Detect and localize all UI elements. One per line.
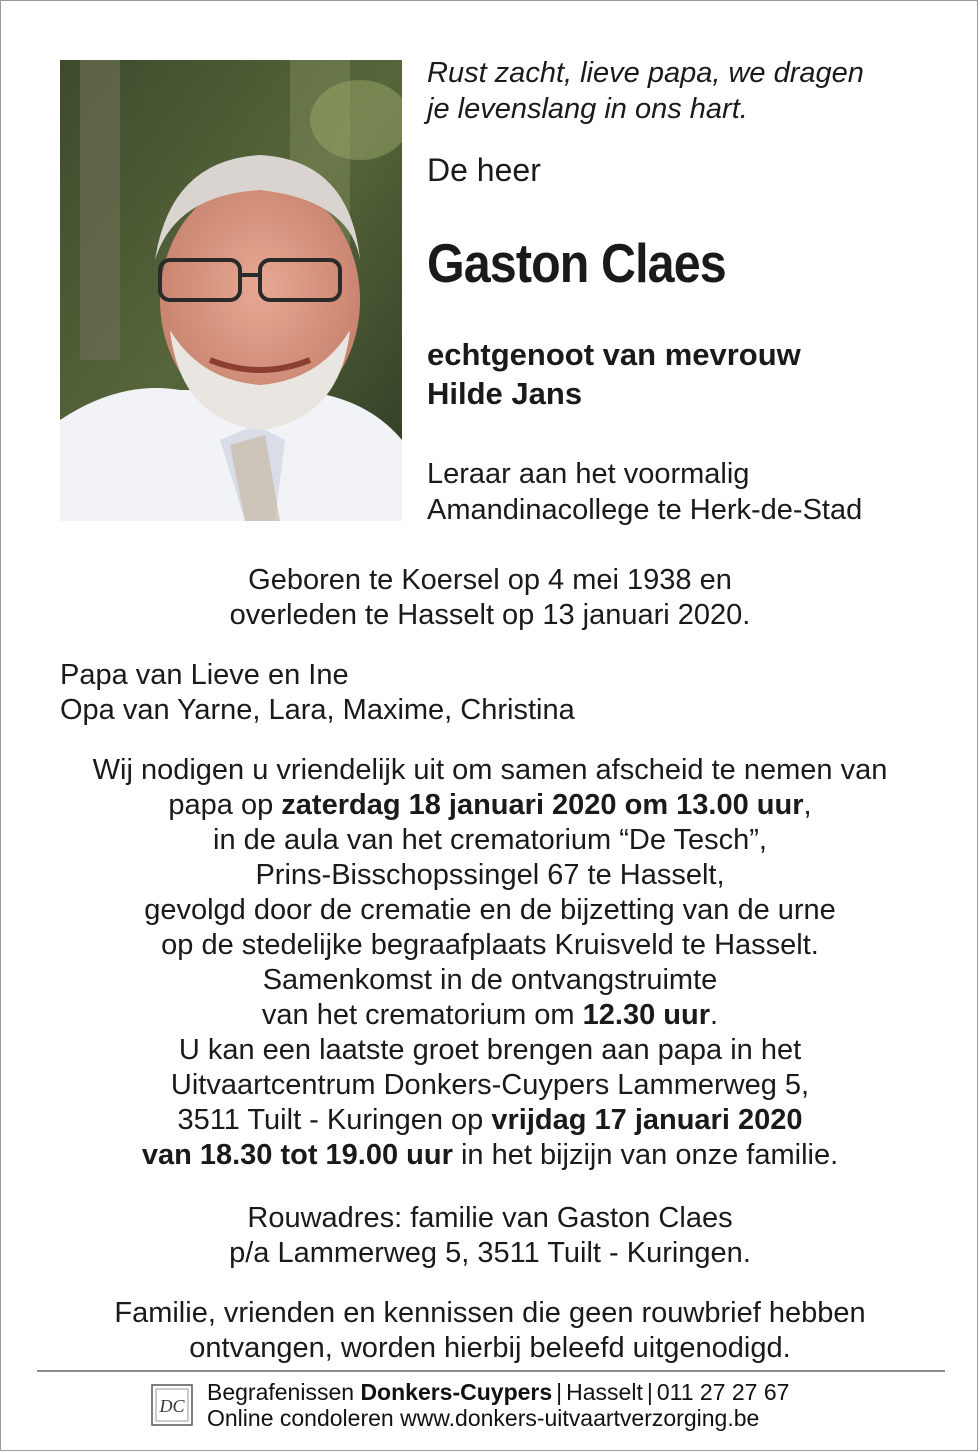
ceremony-invitation <box>1 753 979 1173</box>
header-text <box>427 55 947 528</box>
birth-line: Geboren te Koersel op 4 mei 1938 en <box>248 564 732 596</box>
invitation-line: op de stedelijke begraafplaats Kruisveld te Hasselt. <box>161 929 819 961</box>
address-line: Rouwadres: familie van Gaston Claes <box>247 1202 733 1234</box>
separator: | <box>646 1379 653 1405</box>
company-city: Hasselt <box>566 1379 643 1405</box>
occupation-line: Leraar aan het voormalig <box>427 458 750 490</box>
quote-line: Rust zacht, lieve papa, we dragen <box>427 57 864 89</box>
invitation-line <box>1 788 979 823</box>
invitation-text: in het bijzijn van onze familie. <box>452 1139 839 1171</box>
footer-text <box>207 1379 789 1431</box>
invitation-line: Prins-Bisschopssingel 67 te Hasselt, <box>255 859 725 891</box>
visitation-date: vrijdag 17 januari 2020 <box>491 1104 803 1136</box>
funeral-home-logo-icon <box>151 1384 193 1426</box>
epitaph-quote <box>427 55 947 127</box>
invitation-line: gevolgd door de crematie en de bijzetting van de urne <box>144 894 836 926</box>
footer-line-2 <box>207 1405 789 1431</box>
children-line: Papa van Lieve en Ine <box>60 659 349 691</box>
spouse-name: Hilde Jans <box>427 376 583 411</box>
funeral-home-footer <box>151 1379 789 1431</box>
footer-line-1 <box>207 1379 789 1405</box>
separator: | <box>556 1379 563 1405</box>
death-line: overleden te Hasselt op 13 januari 2020. <box>229 599 751 631</box>
gathering-time: 12.30 uur <box>582 999 710 1031</box>
invitation-text: van het crematorium om <box>261 999 583 1031</box>
ceremony-date: zaterdag 18 januari 2020 om 13.00 uur <box>281 789 804 821</box>
portrait-photo <box>60 60 402 521</box>
svg-text:DC: DC <box>159 1396 185 1416</box>
company-name: Donkers-Cuypers <box>360 1379 553 1405</box>
website-link[interactable]: www.donkers-uitvaartverzorging.be <box>400 1405 760 1431</box>
closing-line: ontvangen, worden hierbij beleefd uitgenodigd. <box>189 1332 791 1364</box>
invitation-text: , <box>803 789 812 821</box>
quote-line: je levenslang in ons hart. <box>427 93 748 125</box>
occupation-line: Amandinacollege te Herk-de-Stad <box>427 494 863 526</box>
occupation <box>427 456 947 528</box>
online-label: Online condoleren <box>207 1405 401 1431</box>
closing-line: Familie, vrienden en kennissen die geen rouwbrief hebben <box>114 1297 866 1329</box>
invitation-line <box>1 998 979 1033</box>
grandchildren-line: Opa van Yarne, Lara, Maxime, Christina <box>60 694 575 726</box>
invitation-line: Wij nodigen u vriendelijk uit om samen afscheid te nemen van <box>92 754 888 786</box>
invitation-text: 3511 Tuilt - Kuringen op <box>177 1104 492 1136</box>
invitation-line: Uitvaartcentrum Donkers-Cuypers Lammerweg 5, <box>170 1069 810 1101</box>
address-line: p/a Lammerweg 5, 3511 Tuilt - Kuringen. <box>229 1237 751 1269</box>
company-phone: 011 27 27 67 <box>656 1379 790 1405</box>
footer-prefix: Begrafenissen <box>207 1379 361 1405</box>
spouse-info <box>427 335 947 413</box>
invitation-line: U kan een laatste groet brengen aan papa in het <box>178 1034 802 1066</box>
invitation-line: in de aula van het crematorium “De Tesch”, <box>213 824 767 856</box>
birth-death-info <box>1 563 979 633</box>
invitation-text: . <box>710 999 719 1031</box>
visitation-time: van 18.30 tot 19.00 uur <box>141 1139 453 1171</box>
spouse-line: echtgenoot van mevrouw <box>427 337 801 372</box>
invitation-line <box>1 1138 979 1173</box>
deceased-name: Gaston Claes <box>427 232 726 294</box>
invitation-line: Samenkomst in de ontvangstruimte <box>262 964 718 996</box>
mourning-address <box>1 1201 979 1271</box>
closing-note <box>1 1296 979 1366</box>
invitation-line <box>1 1103 979 1138</box>
family-info <box>60 658 575 728</box>
invitation-text: papa op <box>168 789 282 821</box>
footer-divider <box>37 1370 945 1372</box>
salutation: De heer <box>427 152 541 188</box>
